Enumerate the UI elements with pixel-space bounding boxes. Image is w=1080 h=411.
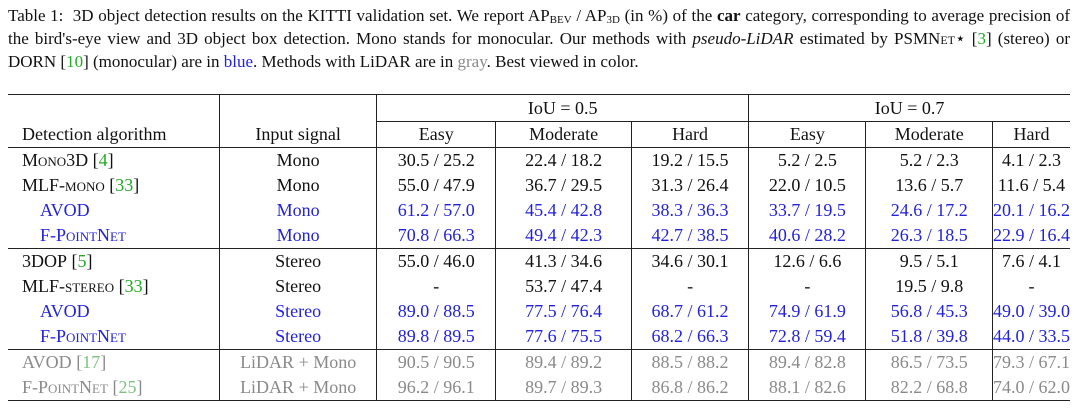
algorithm-cell: AVOD [17] <box>8 350 220 376</box>
ap-value-cell: - <box>992 274 1070 299</box>
ap-value-cell: 89.4 / 89.2 <box>496 350 632 376</box>
caption-text: / AP <box>571 6 607 25</box>
header-input-signal: Input signal <box>220 122 377 148</box>
caption-text: (monocular) are in <box>88 52 224 71</box>
ap-value-cell: 56.8 / 45.3 <box>866 299 993 324</box>
ap-value-cell: 22.0 / 10.5 <box>749 173 866 198</box>
caption-text: . Methods with LiDAR are in <box>253 52 458 71</box>
ap-value-cell: 5.2 / 2.5 <box>749 148 866 174</box>
citation-link[interactable]: 33 <box>115 175 134 195</box>
ap-value-cell: 68.2 / 66.3 <box>631 324 748 350</box>
algorithm-name: MLF-mono <box>22 175 105 195</box>
ap-value-cell: 31.3 / 26.4 <box>631 173 748 198</box>
ap-value-cell: 5.2 / 2.3 <box>866 148 993 174</box>
results-table <box>8 94 1070 401</box>
caption-sub-3d: 3D <box>606 14 620 26</box>
algorithm-cell: MLF-mono [33] <box>22 175 140 195</box>
algorithm-name: AVOD <box>40 301 90 321</box>
ap-value-cell: 13.6 / 5.7 <box>866 173 993 198</box>
header-row-iou <box>8 95 1070 122</box>
header-level: Moderate <box>866 122 993 148</box>
ap-value-cell: 49.4 / 42.3 <box>496 223 632 249</box>
input-signal-cell: Stereo <box>220 299 377 324</box>
ap-value-cell: 88.1 / 82.6 <box>749 375 866 401</box>
header-detection-algorithm: Detection algorithm <box>22 123 167 144</box>
caption-ref-link[interactable]: 3 <box>977 29 986 48</box>
citation-link[interactable]: 33 <box>124 276 143 296</box>
ap-value-cell: 42.7 / 38.5 <box>631 223 748 249</box>
header-level: Hard <box>992 122 1070 148</box>
ap-value-cell: 11.6 / 5.4 <box>992 173 1070 198</box>
header-level: Hard <box>631 122 748 148</box>
input-signal-cell: Mono <box>220 173 377 198</box>
algorithm-cell: 3DOP [5] <box>8 249 220 275</box>
algorithm-cell: F-PointNet [25] <box>8 375 220 401</box>
algorithm-name: F-PointNet <box>22 377 108 397</box>
algorithm-cell <box>8 198 220 223</box>
caption-bold-car: car <box>716 6 741 25</box>
caption-text: (in %) of the <box>619 6 717 25</box>
ap-value-cell: 88.5 / 88.2 <box>631 350 748 376</box>
table-row <box>8 173 1070 198</box>
caption-label: Table 1: <box>8 6 64 25</box>
ap-value-cell: 74.9 / 61.9 <box>749 299 866 324</box>
ap-value-cell: 96.2 / 96.1 <box>377 375 496 401</box>
algorithm-cell <box>8 299 220 324</box>
table-row <box>8 299 1070 324</box>
table-row <box>8 350 1070 376</box>
ap-value-cell: 89.0 / 88.5 <box>377 299 496 324</box>
algorithm-cell <box>8 223 220 249</box>
ap-value-cell: 20.1 / 16.2 <box>992 198 1070 223</box>
ap-value-cell: 26.3 / 18.5 <box>866 223 993 249</box>
ap-value-cell: 79.3 / 67.1 <box>992 350 1070 376</box>
table-row <box>8 324 1070 350</box>
ap-value-cell: 68.7 / 61.2 <box>631 299 748 324</box>
caption-text: . Best viewed in color. <box>486 52 639 71</box>
header-row-levels <box>8 122 1070 148</box>
ap-value-cell: 55.0 / 47.9 <box>377 173 496 198</box>
ap-value-cell: 45.4 / 42.8 <box>496 198 632 223</box>
header-iou-0.5: IoU = 0.5 <box>377 95 749 122</box>
algorithm-name: F-PointNet <box>40 225 126 245</box>
table-row <box>8 148 1070 174</box>
input-signal-cell: Mono <box>220 148 377 174</box>
algorithm-name: AVOD <box>22 352 72 372</box>
ap-value-cell: 34.6 / 30.1 <box>631 249 748 275</box>
input-signal-cell: LiDAR + Mono <box>220 350 377 376</box>
ap-value-cell: 86.5 / 73.5 <box>866 350 993 376</box>
ap-value-cell: 77.6 / 75.5 <box>496 324 632 350</box>
caption-text: 3D object detection results on the KITTI validation set. We report AP <box>72 6 550 25</box>
caption-italic-pseudo-lidar: pseudo-LiDAR <box>692 29 794 48</box>
algorithm-name: Mono3D <box>22 150 89 170</box>
header-level: Moderate <box>496 122 632 148</box>
ap-value-cell: 77.5 / 76.4 <box>496 299 632 324</box>
ap-value-cell: 19.2 / 15.5 <box>631 148 748 174</box>
header-level: Easy <box>749 122 866 148</box>
caption-sub-bev: BEV <box>549 14 572 26</box>
ap-value-cell: - <box>377 274 496 299</box>
ap-value-cell: 22.9 / 16.4 <box>992 223 1070 249</box>
header-level: Easy <box>377 122 496 148</box>
ap-value-cell: 33.7 / 19.5 <box>749 198 866 223</box>
input-signal-cell: Stereo <box>220 324 377 350</box>
caption-star: ⋆ <box>955 29 966 48</box>
caption-text: (stereo) or DORN <box>8 29 1070 71</box>
ap-value-cell: 7.6 / 4.1 <box>992 249 1070 275</box>
ap-value-cell: 30.5 / 25.2 <box>377 148 496 174</box>
ap-value-cell: 55.0 / 46.0 <box>377 249 496 275</box>
table-caption: Table 1: 3D object detection results on the KITTI validation set. We report $AP_{BEV} / AP_{3D}$ (in %) of the car category, corresponding to average precision of the bird's-eye view and 3D object box detection. Mono stands for monocular. Our methods with pseudo-LiDAR estimated by PSMNet⋆ [3] (stereo) or DORN [10] (monocular) are in blue. Methods with LiDAR are in gray. Best viewed in color. <box>8 6 1071 71</box>
table-row <box>8 274 1070 299</box>
ap-value-cell: 74.0 / 62.0 <box>992 375 1070 401</box>
table-row <box>8 375 1070 401</box>
caption-blue-word: blue <box>223 52 254 71</box>
table-row <box>8 223 1070 249</box>
caption-text: estimated by <box>793 29 895 48</box>
table-row <box>8 198 1070 223</box>
input-signal-cell: Stereo <box>220 274 377 299</box>
ap-value-cell: 86.8 / 86.2 <box>631 375 748 401</box>
ap-value-cell: 44.0 / 33.5 <box>992 324 1070 350</box>
citation-link[interactable]: 17 <box>82 352 101 372</box>
ap-value-cell: 36.7 / 29.5 <box>496 173 632 198</box>
input-signal-cell: Mono <box>220 223 377 249</box>
ap-value-cell: 89.4 / 82.8 <box>749 350 866 376</box>
ap-value-cell: 41.3 / 34.6 <box>496 249 632 275</box>
ap-value-cell: 82.2 / 68.8 <box>866 375 993 401</box>
citation-link[interactable]: 4 <box>98 150 108 170</box>
ap-value-cell: 38.3 / 36.3 <box>631 198 748 223</box>
ap-value-cell: 4.1 / 2.3 <box>992 148 1070 174</box>
input-signal-cell: Mono <box>220 198 377 223</box>
header-iou-0.7: IoU = 0.7 <box>749 95 1070 122</box>
citation-link[interactable]: 25 <box>118 377 137 397</box>
ap-value-cell: - <box>631 274 748 299</box>
ap-value-cell: 53.7 / 47.4 <box>496 274 632 299</box>
ap-value-cell: 22.4 / 18.2 <box>496 148 632 174</box>
ap-value-cell: 70.8 / 66.3 <box>377 223 496 249</box>
ap-value-cell: 49.0 / 39.0 <box>992 299 1070 324</box>
caption-ref-link[interactable]: 10 <box>66 52 84 71</box>
algorithm-name: AVOD <box>40 200 90 220</box>
ap-value-cell: 24.6 / 17.2 <box>866 198 993 223</box>
table-row <box>8 249 1070 275</box>
ap-value-cell: 90.5 / 90.5 <box>377 350 496 376</box>
caption-text: category, corresponding to average precision of the bird's-eye view and 3D object box detection. Mono stands for monocular. Our methods with <box>8 6 1071 48</box>
input-signal-cell: LiDAR + Mono <box>220 375 377 401</box>
ap-value-cell: 61.2 / 57.0 <box>377 198 496 223</box>
citation-link[interactable]: 5 <box>77 251 87 271</box>
algorithm-cell: MLF-stereo [33] <box>22 276 149 296</box>
algorithm-cell <box>8 324 220 350</box>
algorithm-name: F-PointNet <box>40 326 126 346</box>
ap-value-cell: 72.8 / 59.4 <box>749 324 866 350</box>
algorithm-cell: Mono3D [4] <box>8 148 220 174</box>
ap-value-cell: 9.5 / 5.1 <box>866 249 993 275</box>
ap-value-cell: 12.6 / 6.6 <box>749 249 866 275</box>
ap-value-cell: 89.7 / 89.3 <box>496 375 632 401</box>
ap-value-cell: 19.5 / 9.8 <box>866 274 993 299</box>
ap-value-cell: - <box>749 274 866 299</box>
caption-gray-word: gray <box>457 52 487 71</box>
ap-value-cell: 89.8 / 89.5 <box>377 324 496 350</box>
algorithm-name: 3DOP <box>22 251 68 271</box>
caption-psmnet: PSMNet <box>894 29 955 48</box>
algorithm-name: MLF-stereo <box>22 276 115 296</box>
input-signal-cell: Stereo <box>220 249 377 275</box>
ap-value-cell: 51.8 / 39.8 <box>866 324 993 350</box>
ap-value-cell: 40.6 / 28.2 <box>749 223 866 249</box>
